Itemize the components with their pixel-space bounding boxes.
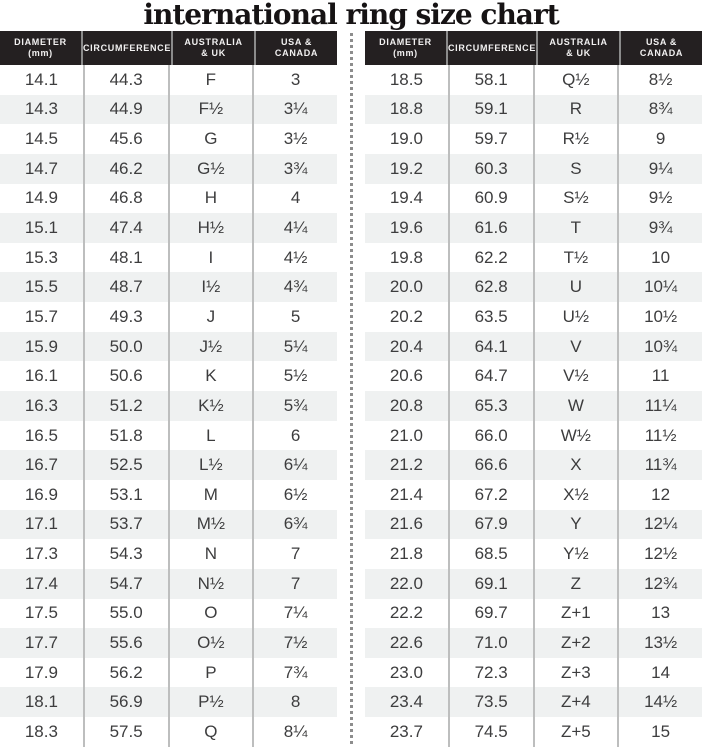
table-row: [0, 510, 337, 540]
table-cell: K: [170, 361, 255, 391]
table-cell: 46.8: [85, 184, 170, 214]
table-cell: M½: [170, 510, 255, 540]
table-row: [0, 628, 337, 658]
table-cell: 20.4: [365, 332, 450, 362]
table-cell: 12: [651, 484, 671, 504]
table-cell: 4: [290, 188, 301, 208]
table-cell: 60.9: [450, 184, 535, 214]
table-cell: 67.2: [450, 480, 535, 510]
table-cell: 17.3: [0, 539, 85, 569]
table-header-row: [0, 31, 337, 65]
table-cell: 19.6: [365, 213, 450, 243]
table-cell: 8¾: [648, 99, 673, 119]
page-title: international ring size chart: [143, 0, 559, 31]
table-row: [365, 95, 702, 125]
table-cell: 19.8: [365, 243, 450, 273]
table-cell: N: [170, 539, 255, 569]
table-cell: 15.9: [0, 332, 85, 362]
table-cell: 4½: [283, 247, 308, 267]
table-cell: 13: [651, 603, 671, 623]
column-header-usa-canada: USA & CANADA: [639, 37, 684, 58]
table-cell: 62.8: [450, 272, 535, 302]
table-cell: 10¼: [644, 277, 678, 297]
table-cell: 5½: [283, 366, 308, 386]
table-row: [0, 154, 337, 184]
table-row: [365, 421, 702, 451]
table-cell: 64.7: [450, 361, 535, 391]
table-row: [365, 361, 702, 391]
table-cell: 13½: [644, 632, 678, 652]
table-cell: 18.8: [365, 95, 450, 125]
table-cell: 51.8: [85, 421, 170, 451]
table-cell: K½: [170, 391, 255, 421]
table-cell: 21.2: [365, 450, 450, 480]
table-cell: Z+1: [535, 599, 620, 629]
table-cell: 3¾: [283, 158, 308, 178]
table-row: [0, 480, 337, 510]
table-cell: 49.3: [85, 302, 170, 332]
table-cell: S½: [535, 184, 620, 214]
table-cell: 50.0: [85, 332, 170, 362]
table-cell: 8¼: [283, 721, 308, 741]
table-row: [365, 391, 702, 421]
table-cell: 55.0: [85, 599, 170, 629]
table-cell: R½: [535, 124, 620, 154]
table-row: [0, 124, 337, 154]
table-cell: 23.0: [365, 658, 450, 688]
table-cell: 56.2: [85, 658, 170, 688]
table-row: [365, 213, 702, 243]
table-cell: 15.7: [0, 302, 85, 332]
table-cell: 67.9: [450, 510, 535, 540]
table-cell: 17.9: [0, 658, 85, 688]
table-cell: 12¼: [644, 514, 678, 534]
table-cell: 6½: [283, 484, 308, 504]
table-cell: W: [535, 391, 620, 421]
table-cell: 3: [290, 69, 301, 89]
table-cell: 14.1: [0, 65, 85, 95]
table-cell: 7¾: [283, 662, 308, 682]
table-cell: G½: [170, 154, 255, 184]
table-row: [0, 599, 337, 629]
table-row: [0, 361, 337, 391]
column-header-circumference: CIRCUMFERENCE: [448, 31, 538, 65]
table-cell: 23.7: [365, 717, 450, 747]
table-cell: W½: [535, 421, 620, 451]
table-cell: 20.2: [365, 302, 450, 332]
table-cell: 21.6: [365, 510, 450, 540]
table-cell: L½: [170, 450, 255, 480]
table-cell: 15.1: [0, 213, 85, 243]
table-cell: 6: [290, 425, 301, 445]
table-cell: 7½: [283, 632, 308, 652]
table-cell: 44.9: [85, 95, 170, 125]
table-cell: V½: [535, 361, 620, 391]
table-cell: P½: [170, 687, 255, 717]
table-cell: 48.7: [85, 272, 170, 302]
table-cell: U: [535, 272, 620, 302]
table-cell: 20.8: [365, 391, 450, 421]
table-cell: Z+2: [535, 628, 620, 658]
table-row: [0, 213, 337, 243]
table-row: [0, 332, 337, 362]
table-cell: 11: [651, 366, 670, 386]
table-cell: 62.2: [450, 243, 535, 273]
table-cell: 22.0: [365, 569, 450, 599]
table-cell: 45.6: [85, 124, 170, 154]
table-cell: 59.1: [450, 95, 535, 125]
table-cell: G: [170, 124, 255, 154]
column-header-diameter: DIAMETER (mm): [0, 31, 83, 65]
table-row: [0, 243, 337, 273]
table-row: [365, 302, 702, 332]
table-cell: 61.6: [450, 213, 535, 243]
table-cell: 53.7: [85, 510, 170, 540]
table-cell: 10½: [644, 306, 678, 326]
table-cell: 66.6: [450, 450, 535, 480]
table-cell: 6¾: [283, 514, 308, 534]
table-cell: T: [535, 213, 620, 243]
table-cell: P: [170, 658, 255, 688]
table-cell: 71.0: [450, 628, 535, 658]
table-cell: 53.1: [85, 480, 170, 510]
table-cell: I½: [170, 272, 255, 302]
table-row: [0, 184, 337, 214]
table-row: [0, 569, 337, 599]
table-cell: 19.2: [365, 154, 450, 184]
table-row: [0, 717, 337, 747]
table-cell: Y: [535, 510, 620, 540]
table-header-row: [365, 31, 702, 65]
table-cell: 16.3: [0, 391, 85, 421]
table-cell: 3¼: [283, 99, 308, 119]
table-cell: V: [535, 332, 620, 362]
table-row: [365, 569, 702, 599]
column-header-australia-uk: AUSTRALIA & UK: [538, 31, 621, 65]
table-cell: F: [170, 65, 255, 95]
table-cell: 4¾: [283, 277, 308, 297]
table-cell: 65.3: [450, 391, 535, 421]
tables-container: [0, 31, 702, 747]
table-cell: 5¾: [283, 395, 308, 415]
table-cell: 11¾: [644, 455, 677, 475]
table-row: [365, 184, 702, 214]
table-cell: 19.4: [365, 184, 450, 214]
table-cell: 20.0: [365, 272, 450, 302]
column-header-diameter: DIAMETER (mm): [365, 31, 448, 65]
table-cell: 14½: [644, 692, 678, 712]
table-cell: 10: [651, 247, 671, 267]
table-cell: 18.1: [0, 687, 85, 717]
table-cell: Z+5: [535, 717, 620, 747]
table-cell: 11½: [644, 425, 677, 445]
table-row: [365, 154, 702, 184]
column-header-circumference: CIRCUMFERENCE: [83, 31, 173, 65]
table-cell: J: [170, 302, 255, 332]
table-row: [0, 421, 337, 451]
table-cell: H: [170, 184, 255, 214]
table-cell: J½: [170, 332, 255, 362]
table-cell: L: [170, 421, 255, 451]
table-row: [365, 687, 702, 717]
table-cell: 66.0: [450, 421, 535, 451]
table-cell: 17.1: [0, 510, 85, 540]
table-cell: Q: [170, 717, 255, 747]
table-cell: R: [535, 95, 620, 125]
table-cell: 16.9: [0, 480, 85, 510]
table-cell: 56.9: [85, 687, 170, 717]
table-cell: 68.5: [450, 539, 535, 569]
table-cell: 15.3: [0, 243, 85, 273]
table-cell: O: [170, 599, 255, 629]
table-cell: Y½: [535, 539, 620, 569]
table-cell: 16.1: [0, 361, 85, 391]
table-cell: H½: [170, 213, 255, 243]
table-row: [0, 391, 337, 421]
table-cell: 74.5: [450, 717, 535, 747]
column-header-usa-canada: USA & CANADA: [274, 37, 319, 58]
table-cell: 51.2: [85, 391, 170, 421]
table-cell: 46.2: [85, 154, 170, 184]
table-cell: 55.6: [85, 628, 170, 658]
table-row: [0, 658, 337, 688]
table-row: [0, 450, 337, 480]
ring-size-table-right: [365, 31, 702, 747]
table-cell: 14.9: [0, 184, 85, 214]
table-cell: 50.6: [85, 361, 170, 391]
table-cell: 17.5: [0, 599, 85, 629]
table-cell: 15.5: [0, 272, 85, 302]
table-cell: U½: [535, 302, 620, 332]
table-cell: 58.1: [450, 65, 535, 95]
table-cell: 18.3: [0, 717, 85, 747]
table-cell: 21.0: [365, 421, 450, 451]
table-cell: 48.1: [85, 243, 170, 273]
table-cell: Z+4: [535, 687, 620, 717]
table-row: [365, 480, 702, 510]
table-cell: 17.4: [0, 569, 85, 599]
table-cell: 59.7: [450, 124, 535, 154]
table-cell: 8½: [648, 69, 673, 89]
table-cell: S: [535, 154, 620, 184]
table-cell: 14: [651, 662, 671, 682]
table-cell: 72.3: [450, 658, 535, 688]
table-row: [365, 539, 702, 569]
table-row: [365, 658, 702, 688]
table-cell: 69.7: [450, 599, 535, 629]
table-cell: 21.8: [365, 539, 450, 569]
column-header-australia-uk: AUSTRALIA & UK: [173, 31, 256, 65]
table-cell: 16.5: [0, 421, 85, 451]
table-row: [365, 65, 702, 95]
table-cell: 15: [651, 721, 671, 741]
table-cell: 18.5: [365, 65, 450, 95]
table-cell: F½: [170, 95, 255, 125]
table-cell: 47.4: [85, 213, 170, 243]
table-cell: 22.6: [365, 628, 450, 658]
table-cell: 20.6: [365, 361, 450, 391]
table-cell: 9½: [648, 188, 673, 208]
table-cell: Q½: [535, 65, 620, 95]
table-cell: 60.3: [450, 154, 535, 184]
table-cell: I: [170, 243, 255, 273]
table-cell: 5: [290, 306, 301, 326]
table-cell: Z: [535, 569, 620, 599]
table-cell: N½: [170, 569, 255, 599]
table-row: [365, 272, 702, 302]
table-row: [365, 628, 702, 658]
table-cell: 9: [655, 129, 666, 149]
table-cell: 7: [290, 544, 301, 564]
ring-size-table-left: [0, 31, 337, 747]
table-cell: 9¼: [648, 158, 673, 178]
dashed-divider: [350, 33, 353, 747]
table-cell: 19.0: [365, 124, 450, 154]
table-cell: 21.4: [365, 480, 450, 510]
table-cell: 54.3: [85, 539, 170, 569]
table-cell: 11¼: [644, 395, 677, 415]
table-cell: 69.1: [450, 569, 535, 599]
table-cell: X½: [535, 480, 620, 510]
table-cell: 14.7: [0, 154, 85, 184]
table-cell: 7¼: [283, 603, 308, 623]
table-cell: 23.4: [365, 687, 450, 717]
table-cell: 9¾: [648, 218, 673, 238]
table-cell: 73.5: [450, 687, 535, 717]
table-cell: 17.7: [0, 628, 85, 658]
table-cell: 10¾: [644, 336, 678, 356]
table-cell: 12½: [644, 544, 678, 564]
table-cell: O½: [170, 628, 255, 658]
table-cell: X: [535, 450, 620, 480]
table-row: [365, 124, 702, 154]
table-cell: 22.2: [365, 599, 450, 629]
table-row: [365, 450, 702, 480]
table-cell: M: [170, 480, 255, 510]
table-row: [0, 539, 337, 569]
table-cell: 64.1: [450, 332, 535, 362]
table-cell: 4¼: [283, 218, 308, 238]
table-row: [0, 302, 337, 332]
table-cell: T½: [535, 243, 620, 273]
table-cell: 5¼: [283, 336, 308, 356]
table-row: [0, 95, 337, 125]
table-cell: 54.7: [85, 569, 170, 599]
table-row: [0, 65, 337, 95]
table-row: [0, 272, 337, 302]
table-cell: 12¾: [644, 573, 678, 593]
table-cell: 44.3: [85, 65, 170, 95]
table-cell: Z+3: [535, 658, 620, 688]
table-row: [365, 243, 702, 273]
table-row: [365, 599, 702, 629]
table-cell: 14.5: [0, 124, 85, 154]
table-cell: 8: [290, 692, 301, 712]
table-row: [365, 717, 702, 747]
table-cell: 6¼: [283, 455, 308, 475]
table-cell: 7: [290, 573, 301, 593]
table-row: [0, 687, 337, 717]
table-row: [365, 332, 702, 362]
table-cell: 63.5: [450, 302, 535, 332]
table-cell: 52.5: [85, 450, 170, 480]
table-cell: 14.3: [0, 95, 85, 125]
table-cell: 57.5: [85, 717, 170, 747]
table-row: [365, 510, 702, 540]
table-cell: 16.7: [0, 450, 85, 480]
table-cell: 3½: [283, 129, 308, 149]
